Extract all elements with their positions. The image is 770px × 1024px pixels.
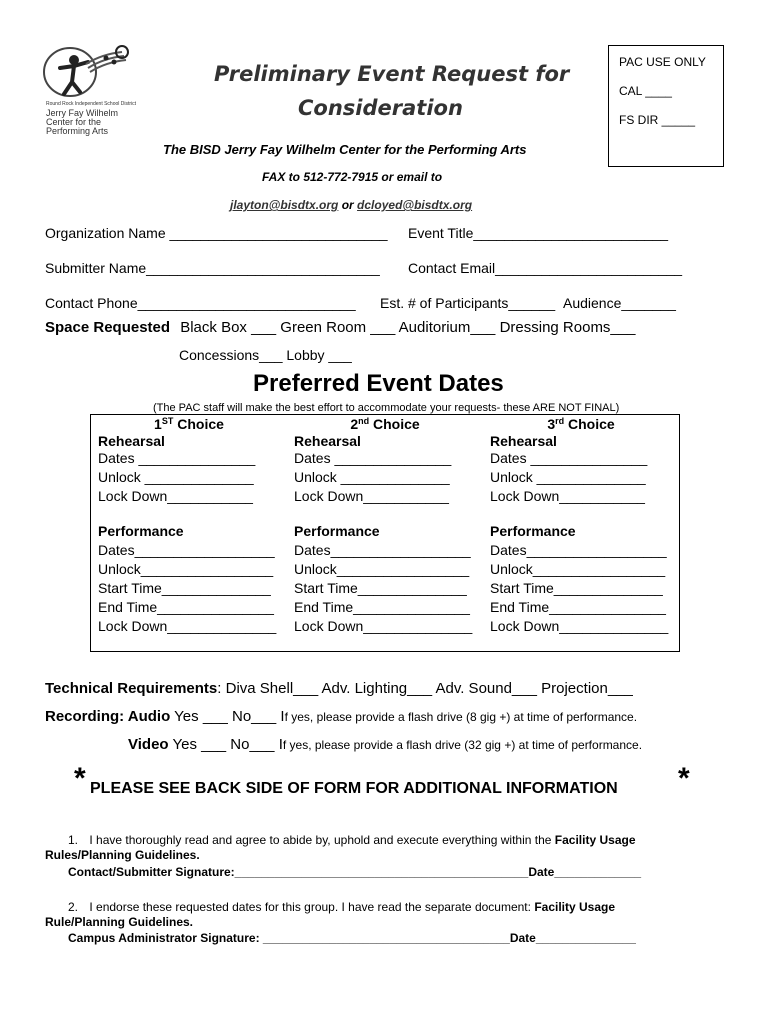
performance-unlock-field[interactable]: Unlock_________________ xyxy=(294,561,470,577)
choice-column-2 xyxy=(287,415,483,651)
administrator-signature-field[interactable]: Campus Administrator Signature: _____________________________________Date_______________ xyxy=(68,931,636,945)
rehearsal-dates-field[interactable]: Dates _______________ xyxy=(490,450,648,466)
choice-header-2: 2nd Choice xyxy=(350,416,420,432)
rehearsal-unlock-field[interactable]: Unlock ______________ xyxy=(490,469,646,485)
technical-requirements-label: Technical Requirements xyxy=(45,680,218,697)
preferred-dates-table xyxy=(90,414,680,652)
agreement-2-bold: Facility Usage xyxy=(534,900,616,914)
rehearsal-dates-field[interactable]: Dates _______________ xyxy=(294,450,452,466)
email-or: or xyxy=(338,198,358,212)
email-line xyxy=(230,198,472,212)
venue-subtitle: The BISD Jerry Fay Wilhelm Center for the Performing Arts xyxy=(163,142,527,157)
agreement-2-number: 2. xyxy=(68,900,79,914)
logo-line-2: Center for the xyxy=(46,117,102,127)
performance-label: Performance xyxy=(294,523,380,539)
agreement-2-text: I endorse these requested dates for this group. I have read the separate document: xyxy=(89,900,535,914)
center-logo xyxy=(30,42,140,142)
performance-unlock-field[interactable]: Unlock_________________ xyxy=(490,561,666,577)
participants-field[interactable]: Est. # of Participants______ xyxy=(380,295,556,311)
pac-cal-field: CAL ____ xyxy=(619,84,672,98)
agreement-1-bold: Facility Usage xyxy=(554,833,636,847)
choice-column-1 xyxy=(91,415,287,651)
choice-header-1: 1ST Choice xyxy=(154,416,224,432)
performance-unlock-field[interactable]: Unlock_________________ xyxy=(98,561,274,577)
performance-label: Performance xyxy=(98,523,184,539)
pac-use-box xyxy=(608,45,724,167)
space-requested-label: Space Requested xyxy=(45,319,171,336)
space-options-line-1[interactable]: Black Box ___ Green Room ___ Auditorium___ Dressing Rooms___ xyxy=(180,319,636,336)
recording-audio-row xyxy=(45,708,637,725)
technical-requirements-options[interactable]: : Diva Shell___ Adv. Lighting___ Adv. Sound___ Projection___ xyxy=(217,680,633,697)
submitter-signature-field[interactable]: Contact/Submitter Signature:____________________________________________Date_____________ xyxy=(68,865,642,879)
video-note-initial: I xyxy=(278,736,283,753)
performance-dates-field[interactable]: Dates__________________ xyxy=(294,542,471,558)
contact-email-field[interactable]: Contact Email________________________ xyxy=(408,260,683,276)
preferred-dates-note: (The PAC staff will make the best effort to accommodate your requests- these ARE NOT FINAL) xyxy=(153,402,620,414)
recording-audio-label: Recording: Audio xyxy=(45,708,171,725)
dancer-music-icon xyxy=(30,42,140,102)
form-title-line-2: Consideration xyxy=(298,96,463,120)
agreement-1-line xyxy=(68,833,636,847)
back-side-notice: PLEASE SEE BACK SIDE OF FORM FOR ADDITIONAL INFORMATION xyxy=(90,780,618,797)
audio-yes-no-options[interactable]: Yes ___ No___ xyxy=(170,708,281,725)
agreement-1-text: I have thoroughly read and agree to abide by, uphold and execute everything within the xyxy=(89,833,555,847)
agreement-2-line-2: Rule/Planning Guidelines. xyxy=(45,915,194,929)
form-title-line-1: Preliminary Event Request for xyxy=(214,62,570,86)
recording-video-row xyxy=(128,736,642,753)
agreement-2-line xyxy=(68,900,615,914)
space-options-line-2[interactable]: Concessions___ Lobby ___ xyxy=(179,347,352,363)
asterisk-left: * xyxy=(74,762,86,795)
performance-dates-field[interactable]: Dates__________________ xyxy=(98,542,275,558)
agreement-1-line-2: Rules/Planning Guidelines. xyxy=(45,848,200,862)
agreement-1-number: 1. xyxy=(68,833,79,847)
technical-requirements-row xyxy=(45,680,633,697)
rehearsal-unlock-field[interactable]: Unlock ______________ xyxy=(98,469,254,485)
performance-dates-field[interactable]: Dates__________________ xyxy=(490,542,667,558)
submitter-name-field[interactable]: Submitter Name______________________________ xyxy=(45,260,380,276)
choice-header-3: 3rd Choice xyxy=(547,416,615,432)
video-note: f yes, please provide a flash drive (32 gig +) at time of performance. xyxy=(282,738,643,752)
performance-start-time-field[interactable]: Start Time______________ xyxy=(490,580,663,596)
video-yes-no-options[interactable]: Yes ___ No___ xyxy=(168,736,279,753)
logo-line-1: Jerry Fay Wilhelm xyxy=(46,108,119,118)
preferred-dates-heading: Preferred Event Dates xyxy=(253,370,504,397)
audio-note: f yes, please provide a flash drive (8 gig +) at time of performance. xyxy=(284,710,638,724)
email-link-2[interactable]: dcloyed@bisdtx.org xyxy=(357,198,473,212)
performance-start-time-field[interactable]: Start Time______________ xyxy=(294,580,467,596)
performance-end-time-field[interactable]: End Time_______________ xyxy=(490,599,666,615)
space-requested-row xyxy=(45,319,635,336)
rehearsal-label: Rehearsal xyxy=(98,433,165,449)
performance-lockdown-field[interactable]: Lock Down______________ xyxy=(490,618,669,634)
pac-use-title: PAC USE ONLY xyxy=(619,55,706,69)
choice-column-3 xyxy=(483,415,679,651)
rehearsal-lockdown-field[interactable]: Lock Down___________ xyxy=(98,488,253,504)
fax-line: FAX to 512-772-7915 or email to xyxy=(262,170,443,184)
recording-video-label: Video xyxy=(128,736,169,753)
audio-note-initial: I xyxy=(280,708,285,725)
contact-phone-field[interactable]: Contact Phone____________________________ xyxy=(45,295,356,311)
rehearsal-label: Rehearsal xyxy=(294,433,361,449)
rehearsal-dates-field[interactable]: Dates _______________ xyxy=(98,450,256,466)
pac-fs-dir-field: FS DIR _____ xyxy=(619,113,696,127)
performance-end-time-field[interactable]: End Time_______________ xyxy=(294,599,470,615)
performance-label: Performance xyxy=(490,523,576,539)
audience-field[interactable]: Audience_______ xyxy=(563,295,676,311)
rehearsal-lockdown-field[interactable]: Lock Down___________ xyxy=(490,488,645,504)
logo-line-3: Performing Arts xyxy=(46,126,109,136)
performance-lockdown-field[interactable]: Lock Down______________ xyxy=(98,618,277,634)
rehearsal-lockdown-field[interactable]: Lock Down___________ xyxy=(294,488,449,504)
email-link-1[interactable]: jlayton@bisdtx.org xyxy=(230,198,339,212)
logo-district: Round Rock Independent School District xyxy=(46,101,137,107)
performance-end-time-field[interactable]: End Time_______________ xyxy=(98,599,274,615)
rehearsal-label: Rehearsal xyxy=(490,433,557,449)
organization-name-field[interactable]: Organization Name ____________________________ xyxy=(45,225,388,241)
asterisk-right: * xyxy=(678,762,690,795)
event-title-field[interactable]: Event Title_________________________ xyxy=(408,225,669,241)
performance-start-time-field[interactable]: Start Time______________ xyxy=(98,580,271,596)
rehearsal-unlock-field[interactable]: Unlock ______________ xyxy=(294,469,450,485)
performance-lockdown-field[interactable]: Lock Down______________ xyxy=(294,618,473,634)
